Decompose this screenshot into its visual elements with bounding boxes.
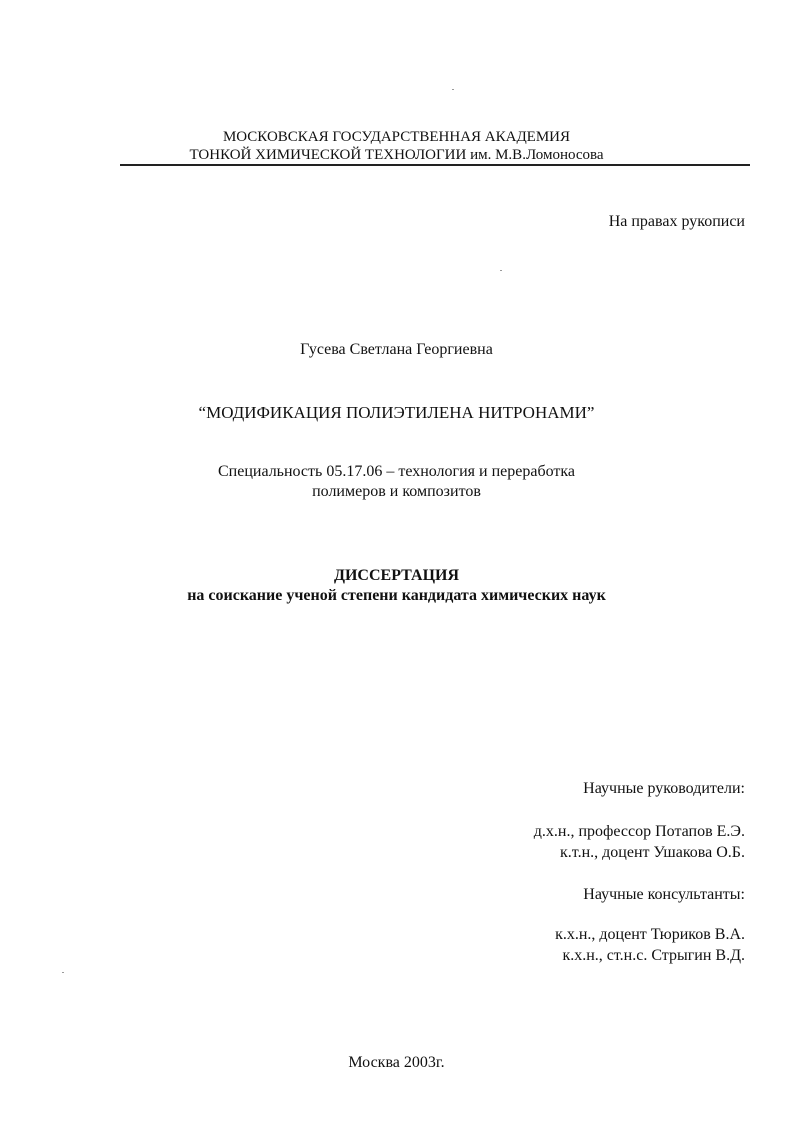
supervisor-1: д.х.н., профессор Потапов Е.Э.: [533, 823, 745, 840]
author-name: Гусева Светлана Георгиевна: [300, 341, 493, 358]
dissertation-heading: ДИССЕРТАЦИЯ: [333, 567, 460, 584]
specialty-line1: Специальность 05.17.06 – технология и переработка: [217, 463, 576, 480]
consultant-2: к.х.н., ст.н.с. Стрыгин В.Д.: [562, 947, 745, 964]
dissertation-title: “МОДИФИКАЦИЯ ПОЛИЭТИЛЕНА НИТРОНАМИ”: [198, 403, 595, 422]
manuscript-note: На правах рукописи: [608, 213, 745, 230]
specialty-line2: полимеров и композитов: [312, 483, 481, 500]
city-year: Москва 2003г.: [348, 1054, 445, 1071]
supervisor-2: к.т.н., доцент Ушакова О.Б.: [560, 844, 745, 861]
dissertation-subtitle: на соискание ученой степени кандидата химических наук: [187, 587, 606, 604]
institution-name-line1: МОСКОВСКАЯ ГОСУДАРСТВЕННАЯ АКАДЕМИЯ: [222, 129, 571, 145]
scan-speck: [500, 270, 502, 271]
scan-speck: [452, 89, 454, 90]
scan-speck: [62, 972, 64, 973]
header-divider: [120, 164, 750, 166]
supervisors-heading: Научные руководители:: [583, 780, 745, 797]
consultants-heading: Научные консультанты:: [583, 886, 745, 903]
consultant-1: к.х.н., доцент Тюриков В.А.: [555, 926, 745, 943]
institution-name-line2: ТОНКОЙ ХИМИЧЕСКОЙ ТЕХНОЛОГИИ им. М.В.Ломоносова: [189, 147, 604, 163]
